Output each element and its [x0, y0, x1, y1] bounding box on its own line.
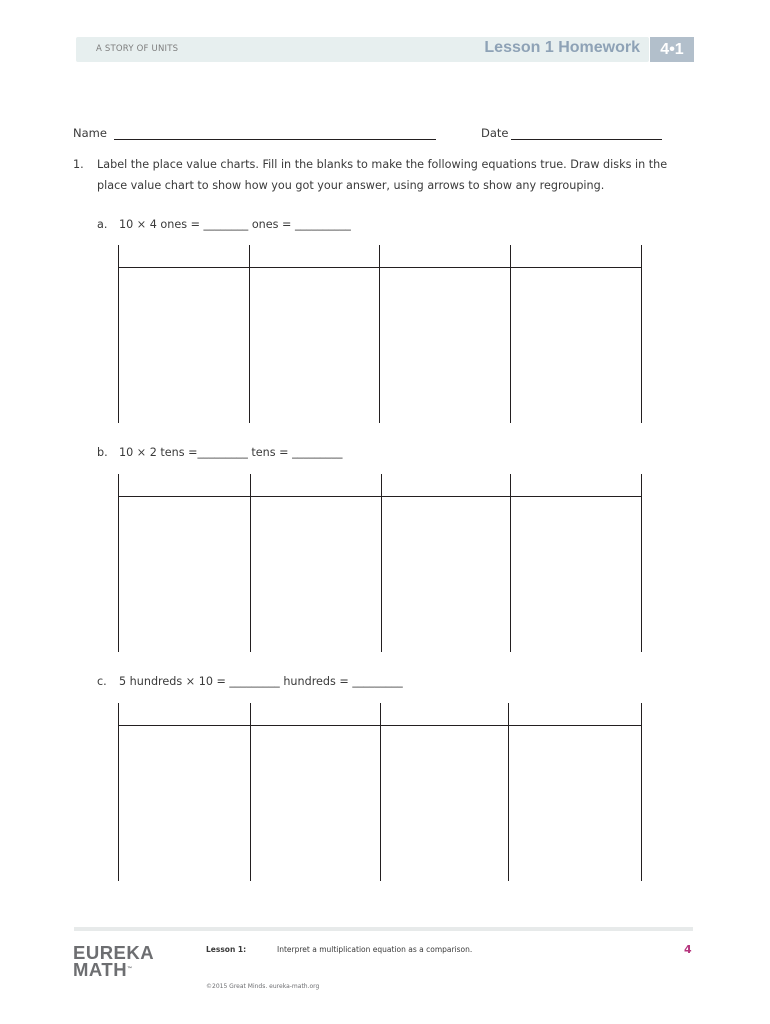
place-value-chart-c[interactable]: [118, 703, 642, 881]
chart-column-divider: [249, 245, 250, 423]
instructions-line-2: place value chart to show how you got your answer, using arrows to show any regrouping.: [97, 179, 605, 192]
name-label: Name: [73, 126, 107, 140]
chart-header-rule: [118, 267, 642, 268]
chart-column-divider: [118, 703, 119, 881]
problem-number: 1.: [73, 158, 84, 171]
chart-header-rule: [118, 496, 642, 497]
part-c-equation: 5 hundreds × 10 = _________ hundreds = _________: [119, 675, 403, 688]
logo-trademark: ™: [127, 966, 133, 972]
part-a-equation: 10 × 4 ones = ________ ones = __________: [119, 218, 351, 231]
part-c-letter: c.: [97, 675, 107, 688]
chart-column-divider: [379, 245, 380, 423]
page-number: 4: [684, 943, 692, 956]
part-b-equation: 10 × 2 tens =_________ tens = _________: [119, 446, 343, 459]
place-value-chart-a[interactable]: [118, 245, 642, 423]
footer-lesson-description: Interpret a multiplication equation as a comparison.: [277, 945, 473, 954]
eureka-math-logo: [73, 944, 154, 978]
chart-column-divider: [118, 245, 119, 423]
instructions-line-1: Label the place value charts. Fill in the blanks to make the following equations true. Draw disks in the: [97, 158, 668, 171]
chart-column-divider: [641, 703, 642, 881]
chart-column-divider: [380, 703, 381, 881]
chart-column-divider: [118, 474, 119, 652]
date-label: Date: [481, 126, 509, 140]
chart-column-divider: [508, 703, 509, 881]
place-value-chart-b[interactable]: [118, 474, 642, 652]
footer-rule: [74, 927, 693, 931]
footer-lesson-label: Lesson 1:: [206, 945, 247, 954]
chart-column-divider: [641, 474, 642, 652]
logo-line-1: EUREKA: [73, 942, 155, 963]
lesson-title: Lesson 1 Homework: [484, 39, 640, 56]
name-blank[interactable]: [114, 139, 436, 140]
part-a-letter: a.: [97, 218, 108, 231]
logo-line-2: MATH: [73, 959, 128, 980]
chart-column-divider: [641, 245, 642, 423]
grade-module-badge: 4•1: [650, 37, 694, 62]
chart-column-divider: [510, 474, 511, 652]
chart-column-divider: [250, 703, 251, 881]
part-b-letter: b.: [97, 446, 108, 459]
chart-column-divider: [510, 245, 511, 423]
date-blank[interactable]: [511, 139, 662, 140]
copyright: ©2015 Great Minds. eureka-math.org: [206, 983, 320, 990]
chart-column-divider: [250, 474, 251, 652]
series-label: A STORY OF UNITS: [96, 44, 179, 54]
chart-column-divider: [381, 474, 382, 652]
